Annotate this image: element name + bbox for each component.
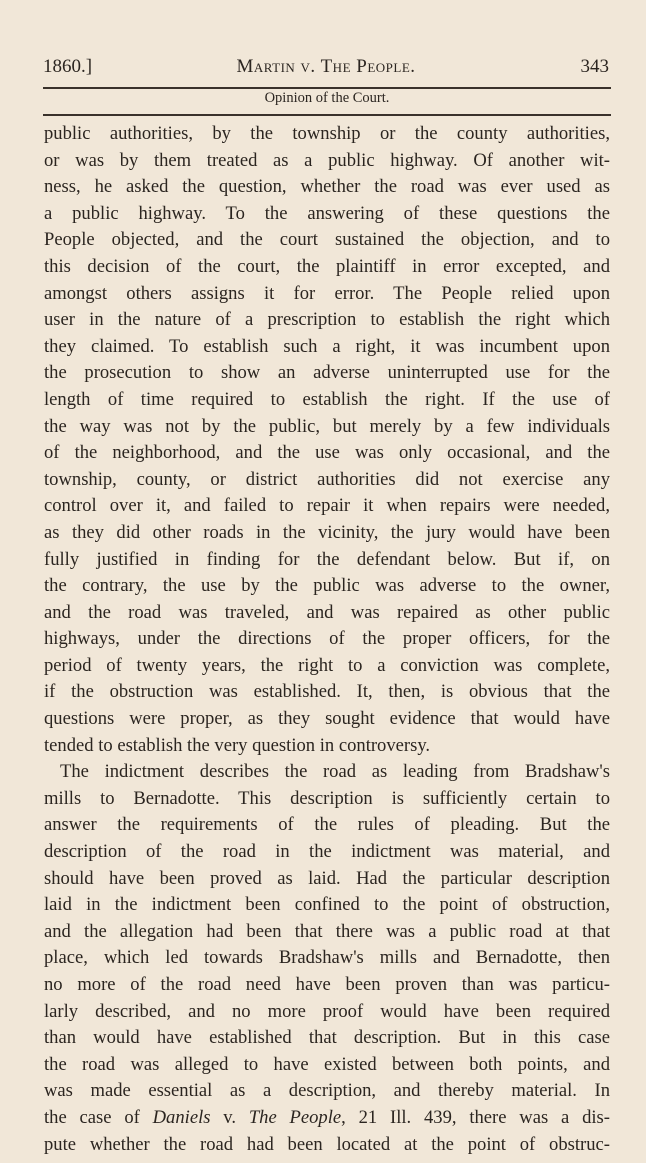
text-line: place, which led towards Bradshaw's mills and Bernadotte, then [44,947,610,969]
text-line: People objected, and the court sustained the objection, and to [44,229,610,251]
running-header [43,56,609,84]
text-line: description of the road in the indictment was material, and [44,841,610,863]
case-name: Daniels [152,1106,211,1128]
text-line: control over it, and failed to repair it when repairs were needed, [44,495,610,517]
citation-text: , 21 Ill. 439, there was a dis- [341,1106,610,1128]
text-line: tended to establish the very question in controversy. [44,734,431,756]
header-case-title: Martin v. The People. [236,56,416,77]
header-rule [43,87,611,89]
citation-text: v. [210,1106,249,1128]
text-line: and the road was traveled, and was repaired as other public [44,601,610,623]
opinion-text [44,121,610,1158]
text-line: and the allegation had been that there was a public road at that [44,920,610,942]
text-line: no more of the road need have been proven than was particu- [44,974,610,995]
text-line: public authorities, by the township or the county authorities, [44,123,610,144]
text-line: laid in the indictment been confined to the point of obstruction, [44,894,610,916]
text-line: of the neighborhood, and the use was only occasional, and the [44,442,610,464]
text-line: larly described, and no more proof would have been required [44,1000,610,1022]
text-line: the prosecution to show an adverse uninterrupted use for the [44,362,610,384]
text-line: questions were proper, as they sought evidence that would have [44,708,610,730]
text-line: ness, he asked the question, whether the road was ever used as [44,176,610,198]
text-line: amongst others assigns it for error. The People relied upon [44,282,610,304]
case-name: The People [248,1106,342,1128]
text-line: if the obstruction was established. It, then, is obvious that the [44,681,610,703]
text-line: length of time required to establish the right. If the use of [44,388,610,410]
text-line: or was by them treated as a public highway. Of another wit- [44,149,610,171]
section-subheader: Opinion of the Court. [264,90,390,106]
text-line: pute whether the road had been located at the point of obstruc- [44,1133,610,1155]
text-line: mills to Bernadotte. This description is sufficiently certain to [44,787,610,809]
text-line: The indictment describes the road as leading from Bradshaw's [60,761,610,783]
text-line: period of twenty years, the right to a conviction was complete, [44,654,610,676]
text-line: highways, under the directions of the proper officers, for the [44,628,610,650]
text-line: this decision of the court, the plaintiff in error excepted, and [44,255,610,277]
text-line: than would have established that description. But in this case [44,1027,610,1049]
text-line: fully justified in finding for the defendant below. But if, on [44,548,610,570]
text-line: the way was not by the public, but merely by a few individuals [44,415,610,437]
citation-line [44,1105,610,1132]
citation-text: the case of [44,1106,153,1128]
subheader-rule [43,114,611,116]
text-line: they claimed. To establish such a right, it was incumbent upon [44,335,610,357]
header-year: 1860.] [43,56,93,77]
text-line: the road was alleged to have existed between both points, and [44,1053,610,1075]
text-line: township, county, or district authorities did not exercise any [44,468,610,490]
page-number: 343 [580,56,609,77]
text-line: should have been proved as laid. Had the particular description [44,867,610,889]
text-line: answer the requirements of the rules of pleading. But the [44,814,610,836]
text-line: the contrary, the use by the public was adverse to the owner, [44,575,610,597]
text-line: user in the nature of a prescription to establish the right which [44,309,610,331]
text-line: a public highway. To the answering of these questions the [44,202,610,224]
text-line: as they did other roads in the vicinity, the jury would have been [44,521,610,543]
text-line: was made essential as a description, and thereby material. In [44,1080,610,1102]
